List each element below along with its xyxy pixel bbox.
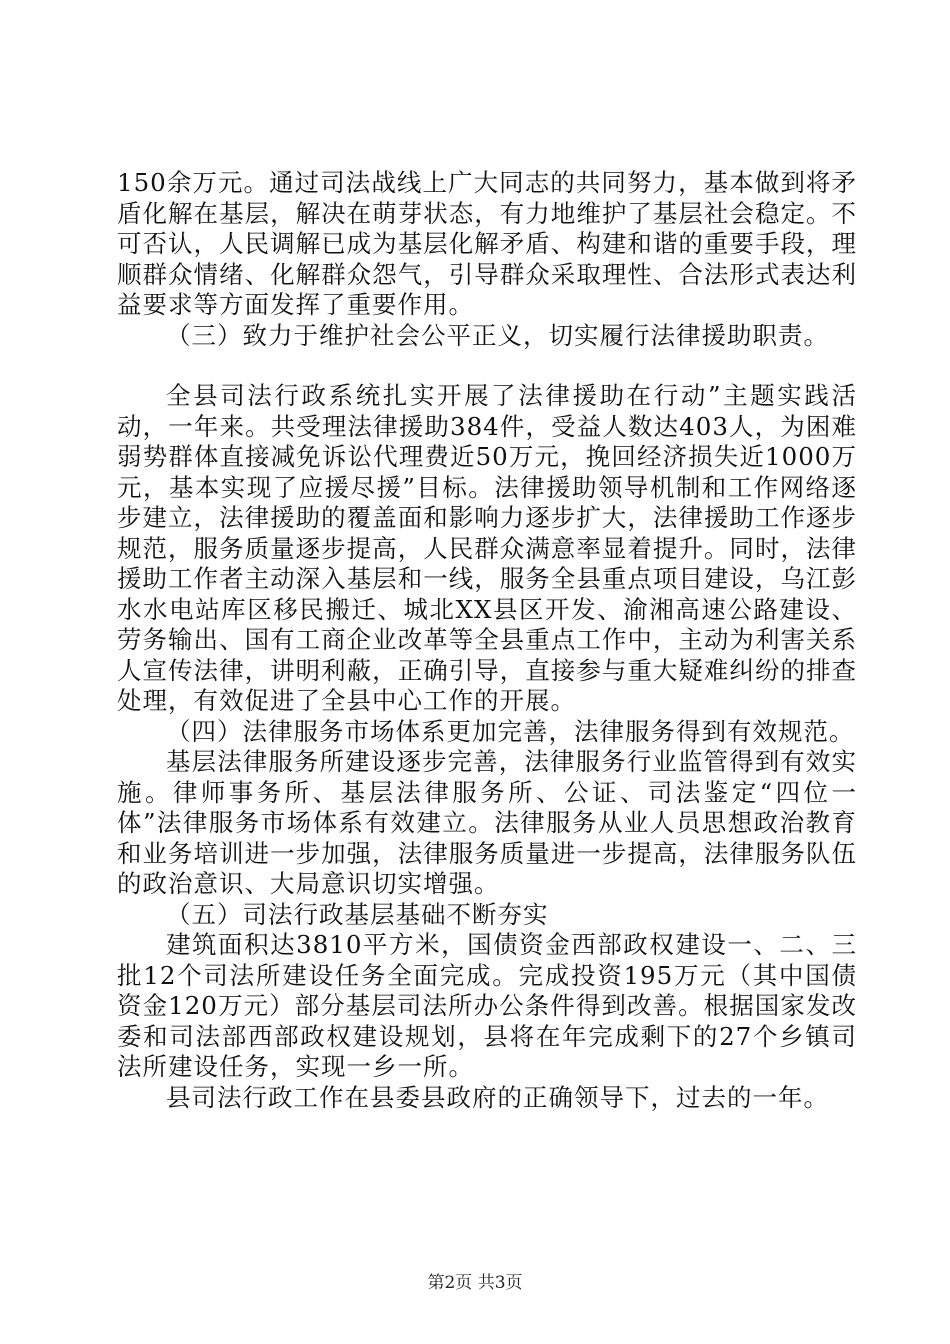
paragraph-grassroots: 建筑面积达3810平方米，国债资金西部政权建设一、二、三批12个司法所建设任务全面完成。完成投资195万元（其中国债资金120万元）部分基层司法所办公条件得到改善。根据国家发改委和司法部西部政权建设规划，县将在年完成剩下的27个乡镇司法所建设任务，实现一乡一所。 <box>117 930 857 1081</box>
section-heading-grassroots: （五）司法行政基层基础不断夯实 <box>166 899 549 929</box>
section-heading-legal-services: （四）法律服务市场体系更加完善，法律服务得到有效规范。 <box>166 716 855 746</box>
paragraph-legal-aid: 全县司法行政系统扎实开展了法律援助在行动”主题实践活动，一年来。共受理法律援助384件，受益人数达403人，为困难弱势群体直接减免诉讼代理费近50万元，挽回经济损失近1000万元，基本实现了应援尽援”目标。法律援助领导机制和工作网络逐步建立，法律援助的覆盖面和影响力逐步扩大，法律援助工作逐步规范，服务质量逐步提高，人民群众满意率显着提升。同时，法律援助工作者主动深入基层和一线，服务全县重点项目建设，乌江彭水水电站库区移民搬迁、城北XX县区开发、渝湘高速公路建设、劳务输出、国有工商企业改革等全县重点工作中，主动为利害关系人宣传法律，讲明利蔽，正确引导，直接参与重大疑难纠纷的排查处理，有效促进了全县中心工作的开展。 <box>117 381 857 715</box>
section-heading-legal-aid: （三）致力于维护社会公平正义，切实履行法律援助职责。 <box>166 320 829 350</box>
paragraph-closing: 县司法行政工作在县委县政府的正确领导下，过去的一年。 <box>166 1082 829 1112</box>
paragraph-mediation-summary: 150余万元。通过司法战线上广大同志的共同努力，基本做到将矛盾化解在基层，解决在萌芽状态，有力地维护了基层社会稳定。不可否认，人民调解已成为基层化解矛盾、构建和谐的重要手段，理顺群众情绪、化解群众怨气，引导群众采取理性、合法形式表达利益要求等方面发挥了重要作用。 <box>117 168 857 319</box>
page-number-footer: 第2页 共3页 <box>427 1273 523 1293</box>
paragraph-legal-services: 基层法律服务所建设逐步完善，法律服务行业监管得到有效实施。律师事务所、基层法律服务所、公证、司法鉴定“四位一体”法律服务市场体系有效建立。法律服务从业人员思想政治教育和业务培训进一步加强，法律服务质量进一步提高，法律服务队伍的政治意识、大局意识切实增强。 <box>117 747 857 898</box>
document-body <box>117 168 857 1113</box>
